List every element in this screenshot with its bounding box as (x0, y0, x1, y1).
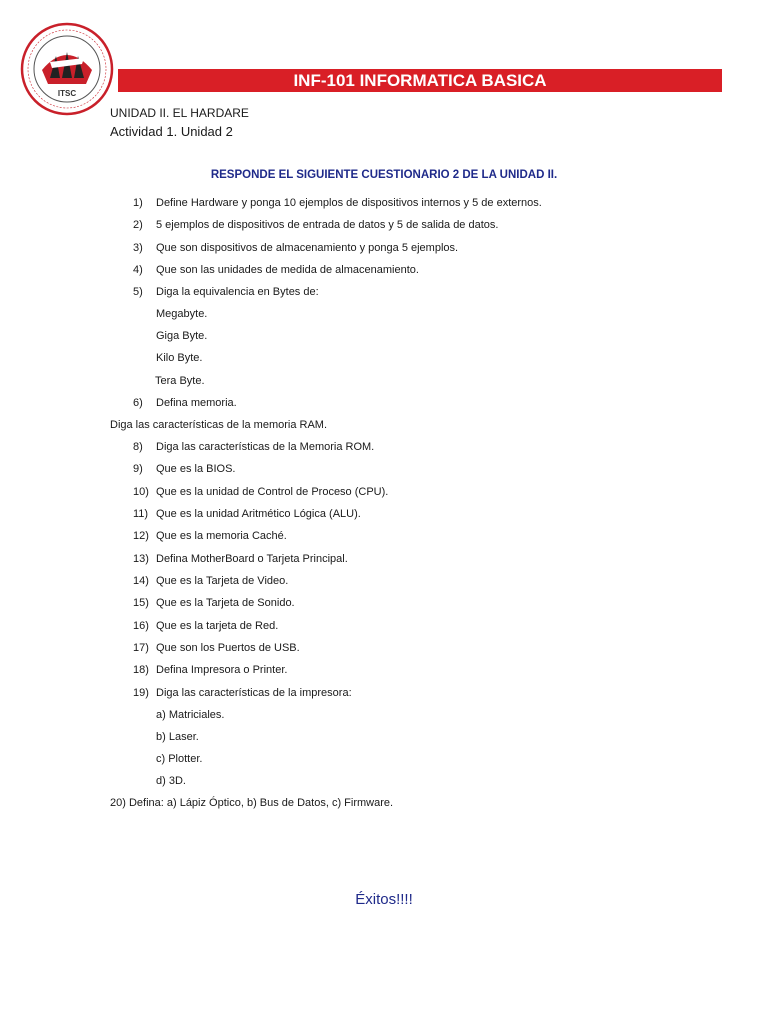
question-text: Diga las características de la impresora: (156, 687, 352, 699)
printer-type-item: a) Matriciales. (156, 709, 225, 721)
question-text: 5 ejemplos de dispositivos de entrada de datos y 5 de salida de datos. (156, 219, 499, 231)
question-number: 10) (133, 486, 149, 498)
question-text: Defina Impresora o Printer. (156, 664, 288, 676)
question-text: Diga la equivalencia en Bytes de: (156, 286, 319, 298)
question-text: Que es la BIOS. (156, 463, 236, 475)
question-text: Que son los Puertos de USB. (156, 642, 300, 654)
question-text: Que es la unidad Aritmético Lógica (ALU). (156, 508, 361, 520)
question-number: 1) (133, 197, 143, 209)
question-text: Que es la Tarjeta de Sonido. (156, 597, 295, 609)
activity-title: Actividad 1. Unidad 2 (110, 124, 233, 139)
question-number: 16) (133, 620, 149, 632)
question-text: Que son dispositivos de almacenamiento y ponga 5 ejemplos. (156, 242, 459, 254)
byte-unit-item: Tera Byte. (155, 375, 205, 387)
question-text: Define Hardware y ponga 10 ejemplos de dispositivos internos y 5 de externos. (156, 197, 542, 209)
question-number: 18) (133, 664, 149, 676)
question-number: 14) (133, 575, 149, 587)
itsc-logo (20, 22, 114, 116)
question-text: Que es la Tarjeta de Video. (156, 575, 289, 587)
question-text: Que es la tarjeta de Red. (156, 620, 279, 632)
question-text: Diga las características de la memoria RAM. (110, 419, 328, 431)
question-number: 3) (133, 242, 143, 254)
byte-unit-item: Megabyte. (156, 308, 208, 320)
question-number: 17) (133, 642, 149, 654)
logo-text: ITSC (57, 89, 77, 98)
unit-title: UNIDAD II. EL HARDARE (110, 106, 249, 120)
question-number: 8) (133, 441, 143, 453)
printer-type-item: d) 3D. (156, 775, 186, 787)
question-text: Defina memoria. (156, 397, 237, 409)
question-number: 12) (133, 530, 149, 542)
byte-unit-item: Giga Byte. (156, 330, 208, 342)
question-number: 5) (133, 286, 143, 298)
questionnaire-heading-text: RESPONDE EL SIGUIENTE CUESTIONARIO 2 DE LA UNIDAD II. (210, 169, 558, 181)
printer-type-item: c) Plotter. (156, 753, 203, 765)
page-title: INF-101 INFORMATICA BASICA (118, 69, 722, 92)
question-text: Diga las características de la Memoria ROM. (156, 441, 375, 453)
question-text: Que es la memoria Caché. (156, 530, 287, 542)
question-number: 19) (133, 687, 149, 699)
question-text: 20) Defina: a) Lápiz Óptico, b) Bus de Datos, c) Firmware. (110, 797, 394, 809)
printer-type-item: b) Laser. (156, 731, 199, 743)
question-number: 4) (133, 264, 143, 276)
question-text: Defina MotherBoard o Tarjeta Principal. (156, 553, 348, 565)
question-number: 11) (133, 508, 149, 520)
questionnaire-heading (0, 169, 768, 181)
question-text: Que son las unidades de medida de almacenamiento. (156, 264, 419, 276)
question-number: 6) (133, 397, 143, 409)
question-number: 15) (133, 597, 149, 609)
question-number: 2) (133, 219, 143, 231)
byte-unit-item: Kilo Byte. (156, 352, 203, 364)
question-number: 9) (133, 463, 143, 475)
question-number: 13) (133, 553, 149, 565)
question-text: Que es la unidad de Control de Proceso (CPU). (156, 486, 389, 498)
closing-text: Éxitos!!!! (355, 891, 413, 908)
